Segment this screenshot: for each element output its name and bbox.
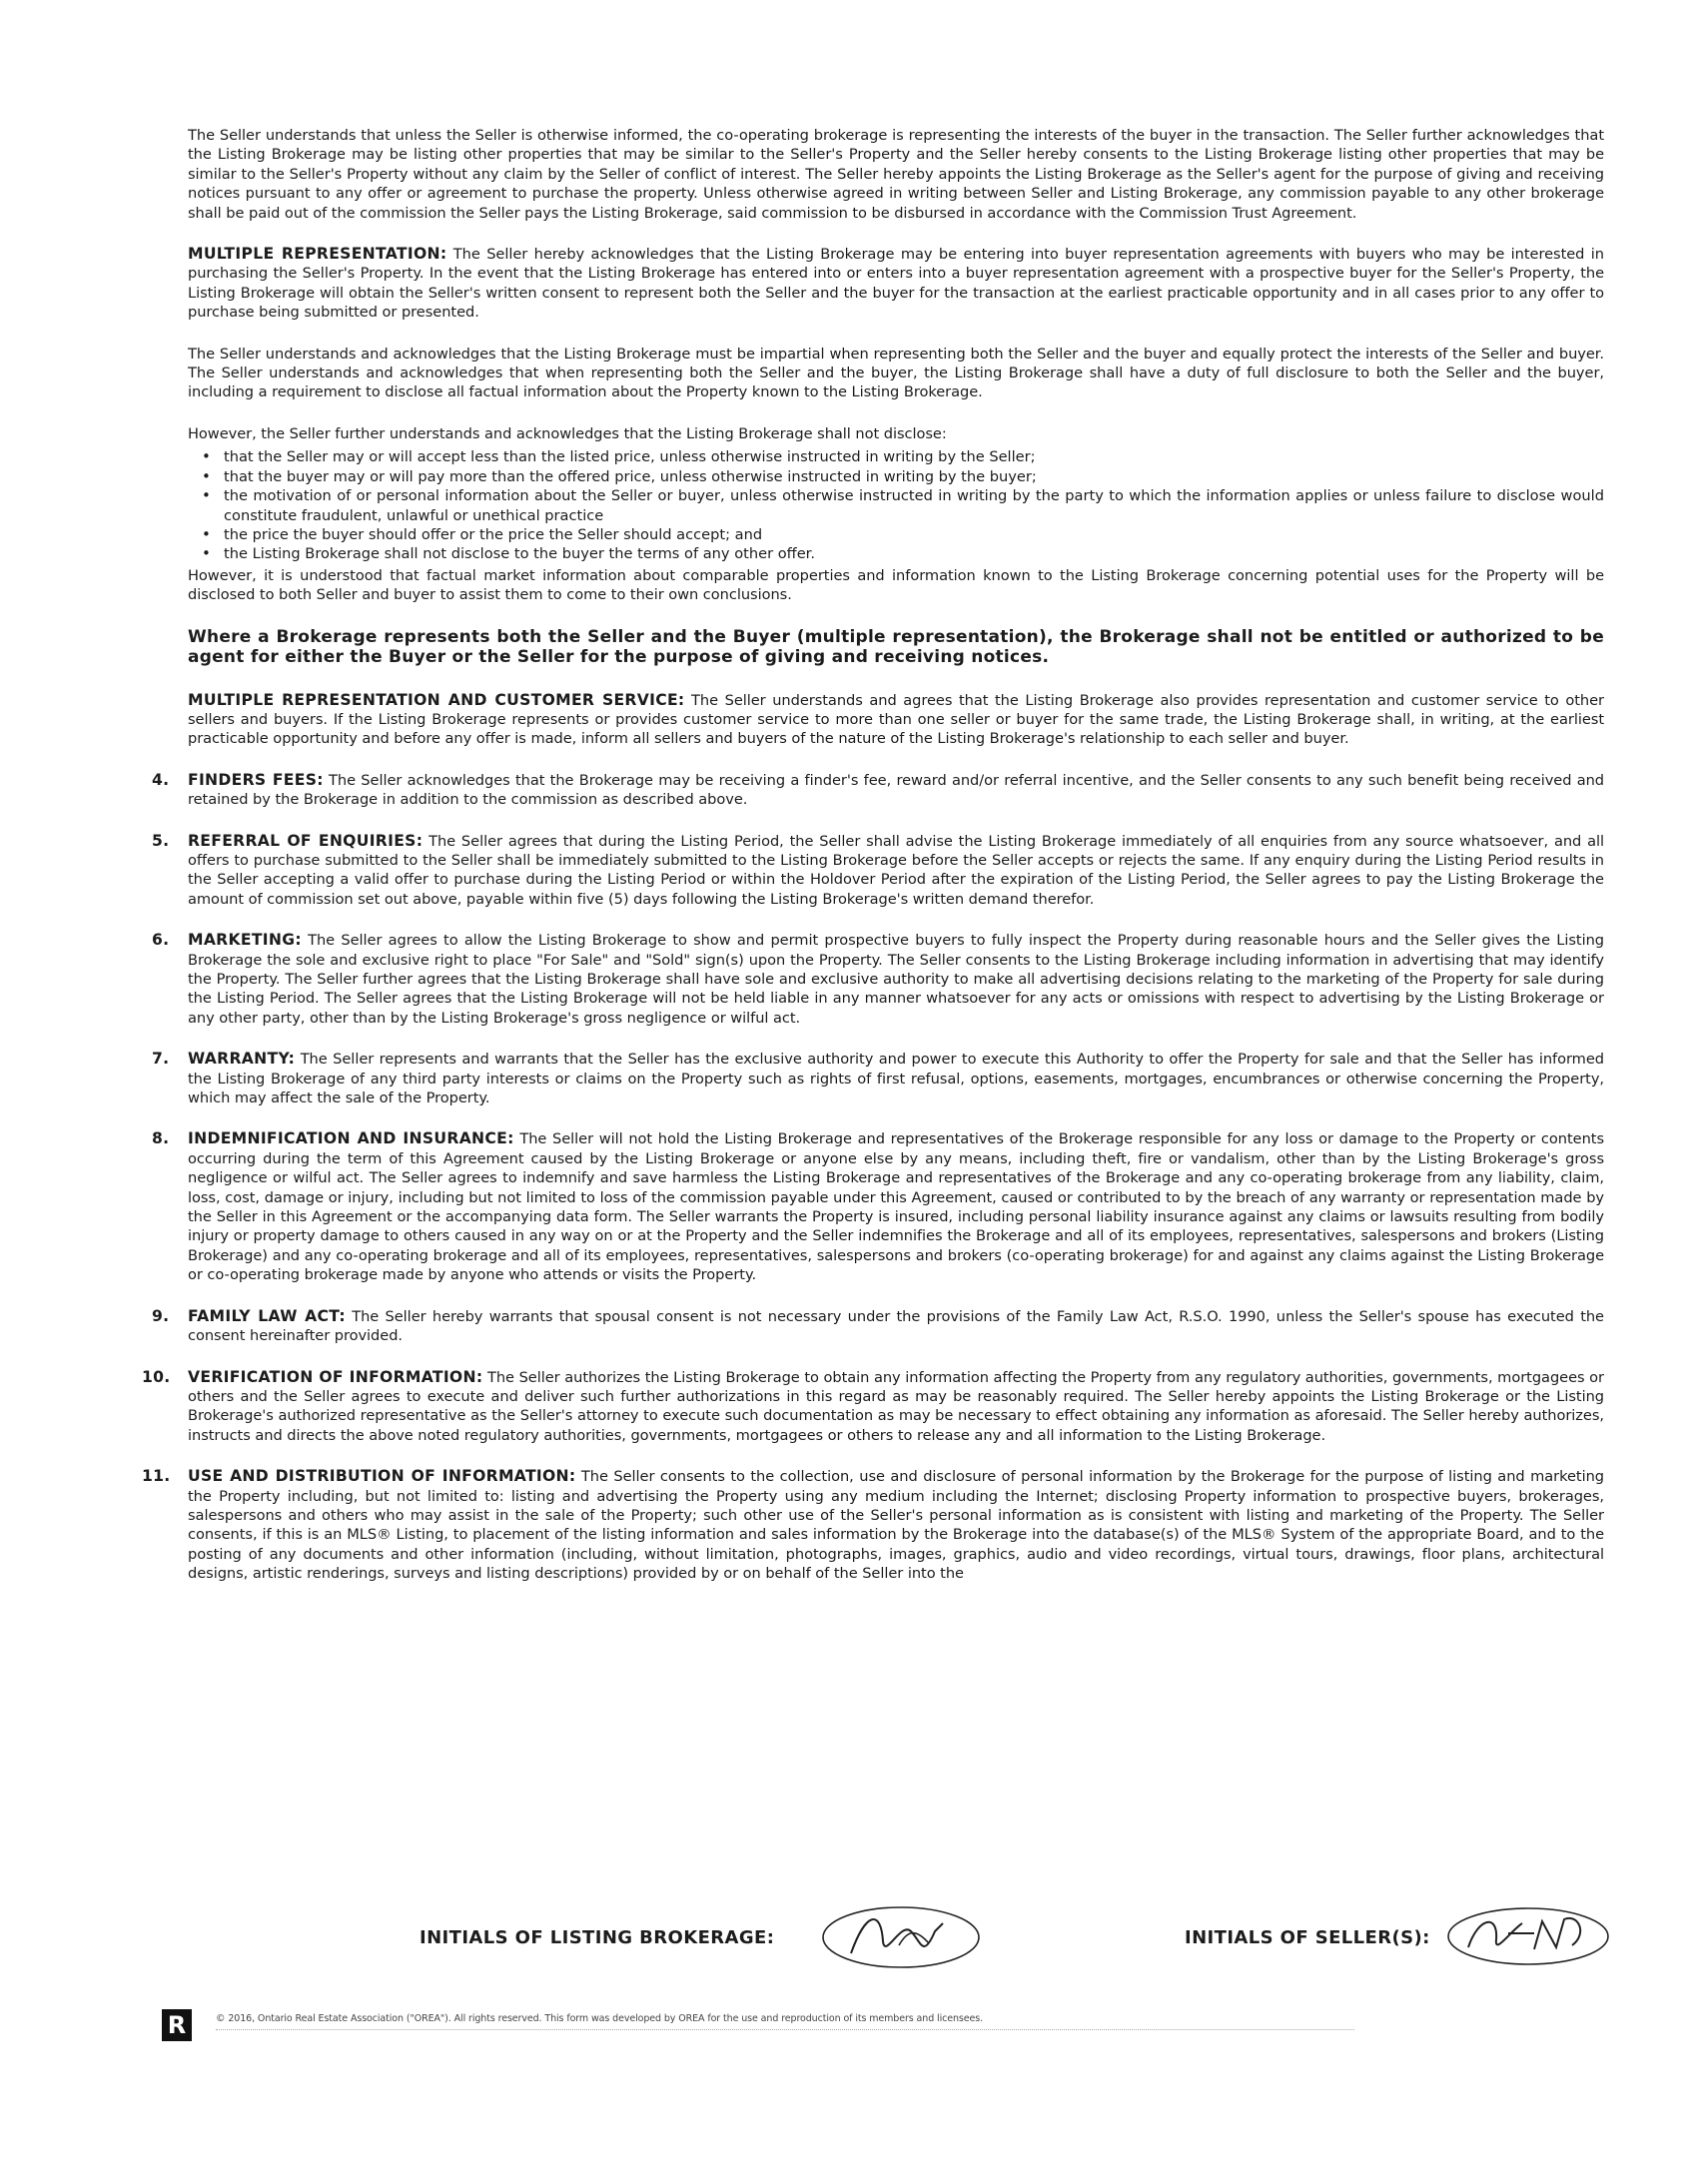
section-heading: INDEMNIFICATION AND INSURANCE: bbox=[188, 1129, 514, 1148]
section-number: 4. bbox=[152, 770, 170, 789]
section-paragraph bbox=[188, 1467, 1604, 1583]
section-number: 10. bbox=[142, 1367, 171, 1386]
section-paragraph bbox=[188, 931, 1604, 1028]
seller-initials-label: INITIALS OF SELLER(S): bbox=[1185, 1927, 1430, 1948]
section-finders-fees bbox=[152, 770, 1605, 810]
multiple-representation-text: The Seller hereby acknowledges that the Listing Brokerage may be entering into buyer representation agreements with buyers who may be interested in purchasing the Seller's Property. In the event that the Listing Brokerage has entered into or enters into a buyer representation agreement with a prospective buyer for the Seller's Property, the Listing Brokerage will obtain the Seller's written consent to represent both the Seller and the buyer for the transaction at the earliest practicable opportunity and in all cases prior to any offer to purchase being submitted or presented. bbox=[188, 246, 1604, 322]
section-number: 7. bbox=[152, 1050, 170, 1069]
section-paragraph bbox=[188, 771, 1604, 810]
impartial-paragraph: The Seller understands and acknowledges that the Listing Brokerage must be impartial when representing both the Seller and the buyer and equally protect the interests of the Seller and buyer. The Seller understands and acknowledges that when representing both the Seller and the buyer, the Listing Brokerage shall have a duty of full disclosure to both the Seller and the buyer, including a requirement to disclose all factual information about the Property known to the Listing Brokerage. bbox=[188, 345, 1604, 401]
section-number: 11. bbox=[142, 1467, 171, 1486]
customer-service-text: The Seller understands and agrees that the Listing Brokerage also provides representation and customer service to other sellers and buyers. If the Listing Brokerage represents or provides customer service to more than one seller or buyer for the same trade, the Listing Brokerage shall, in writing, at the earliest practicable opportunity and before any offer is made, inform all sellers and buyers of the nature of the Listing Brokerage's relationship to each seller and buyer. bbox=[188, 691, 1604, 748]
section-paragraph bbox=[188, 1129, 1604, 1284]
section-heading: FAMILY LAW ACT: bbox=[188, 1306, 346, 1325]
section-heading: FINDERS FEES: bbox=[188, 770, 324, 789]
however-factual-paragraph: However, it is understood that factual market information about comparable properties and information known to the Listing Brokerage concerning potential uses for the Property will be disclosed to both Seller and buyer to assist them to come to their own conclusions. bbox=[188, 566, 1604, 604]
section-heading: WARRANTY: bbox=[188, 1050, 296, 1069]
section-text: The Seller will not hold the Listing Brokerage and representatives of the Brokerage responsible for any loss or damage to the Property or contents occurring during the term of this Agreement caused by the Listing Brokerage or anyone else by any means, including theft, fire or vandalism, other than by the Listing Brokerage's gross negligence or wilful act. The Seller agrees to indemnify and save harmless the Listing Brokerage and representatives of the Brokerage and any co-operating brokerage from any liability, claim, loss, cost, damage or injury, including but not limited to loss of the commission payable under this Agreement, caused or contributed to by the breach of any warranty or representation made by the Seller in this Agreement or the accompanying data form. The Seller warrants the Property is insured, including personal liability insurance against any claims or lawsuits resulting from bodily injury or property damage to others caused in any way on or at the Property and the Seller indemnifies the Brokerage and all of its employees, representatives, salespersons and brokers (Listing Brokerage) and any co-operating brokerage and all of its employees, representatives, salespersons and brokers (co-operating brokerage) for and against any claims against the Listing Brokerage or co-operating brokerage made by anyone who attends or visits the Property. bbox=[188, 1130, 1604, 1284]
section-text: The Seller consents to the collection, use and disclosure of personal information by the Brokerage for the purpose of listing and marketing the Property including, but not limited to: listing and advertising the Property using any medium including the Internet; disclosing Property information to prospective buyers, brokerages, salespersons and others who may assist in the sale of the Property; such other use of the Seller's personal information as is consistent with listing and marketing of the Property. The Seller consents, if this is an MLS® Listing, to placement of the listing information and sales information by the Brokerage into the database(s) of the MLS® System of the appropriate Board, and to the posting of any documents and other information (including, without limitation, photographs, images, graphics, audio and video recordings, virtual tours, drawings, floor plans, architectural designs, artistic renderings, surveys and listing descriptions) provided by or on behalf of the Seller into the bbox=[188, 1468, 1604, 1583]
section-number: 8. bbox=[152, 1129, 170, 1148]
section-text: The Seller agrees that during the Listing Period, the Seller shall advise the Listing Brokerage immediately of all enquiries from any source whatsoever, and all offers to purchase submitted to the Seller shall be immediately submitted to the Listing Brokerage before the Seller accepts or rejects the same. If any enquiry during the Listing Period results in the Seller accepting a valid offer to purchase during the Listing Period or within the Holdover Period after the expiration of the Listing Period, the Seller agrees to pay the Listing Brokerage the amount of commission set out above, payable within five (5) days following the Listing Brokerage's written demand therefor. bbox=[188, 832, 1605, 908]
section-text: The Seller hereby warrants that spousal consent is not necessary under the provisions of the Family Law Act, R.S.O. 1990, unless the Seller's spouse has executed the consent hereinafter provided. bbox=[188, 1307, 1604, 1345]
initials-row bbox=[0, 1901, 1698, 1971]
section-number: 9. bbox=[152, 1306, 170, 1325]
section-text: The Seller acknowledges that the Brokerage may be receiving a finder's fee, reward and/or referral incentive, and the Seller consents to any such benefit being received and retained by the Brokerage in addition to the commission as described above. bbox=[188, 771, 1605, 809]
section-text: The Seller authorizes the Listing Brokerage to obtain any information affecting the Property from any regulatory authorities, governments, mortgagees or others and the Seller agrees to execute and deliver such further authorizations in this regard as may be reasonably required. The Seller hereby appoints the Listing Brokerage or the Listing Brokerage's authorized representative as the Seller's attorney to execute such documentation as may be necessary to effect obtaining any information as aforesaid. The Seller hereby authorizes, instructs and directs the above noted regulatory authorities, governments, mortgagees or others to release any and all information to the Listing Brokerage. bbox=[188, 1368, 1604, 1444]
disclosure-bullet: • that the Seller may or will accept less than the listed price, unless otherwise instructed in writing by the Seller; bbox=[224, 447, 1604, 466]
section-paragraph bbox=[188, 1050, 1604, 1107]
section-number: 5. bbox=[152, 831, 170, 850]
multiple-representation-callout: Where a Brokerage represents both the Seller and the Buyer (multiple representation), the Brokerage shall not be entitled or authorized to be agent for either the Buyer or the Seller for the purpose of giving and receiving notices. bbox=[188, 626, 1604, 667]
document-body bbox=[142, 126, 1605, 1606]
section-paragraph bbox=[188, 832, 1604, 910]
section-paragraph bbox=[188, 1307, 1604, 1346]
disclosure-list bbox=[188, 447, 1604, 563]
multiple-representation-heading: MULTIPLE REPRESENTATION: bbox=[188, 245, 447, 264]
section-heading: USE AND DISTRIBUTION OF INFORMATION: bbox=[188, 1467, 576, 1486]
section-referral-of-enquiries bbox=[152, 831, 1605, 910]
brokerage-initials-label: INITIALS OF LISTING BROKERAGE: bbox=[420, 1927, 775, 1948]
section-use-and-distribution bbox=[142, 1467, 1604, 1583]
seller-initials-signature[interactable] bbox=[1438, 1903, 1618, 1969]
section-warranty bbox=[152, 1050, 1604, 1107]
section-heading: REFERRAL OF ENQUIRIES: bbox=[188, 831, 424, 850]
section-heading: VERIFICATION OF INFORMATION: bbox=[188, 1367, 483, 1386]
footer-divider bbox=[216, 2029, 1354, 2034]
customer-service-paragraph bbox=[188, 691, 1604, 749]
multiple-representation-paragraph bbox=[188, 245, 1604, 323]
disclosure-bullet: • the motivation of or personal information about the Seller or buyer, unless otherwise instructed in writing by the party to which the information applies or unless failure to disclose would constitute fraudulent, unlawful or unethical practice bbox=[224, 486, 1604, 525]
section-marketing bbox=[152, 931, 1604, 1028]
page-footer bbox=[162, 2009, 1610, 2049]
disclosure-bullet: • that the buyer may or will pay more than the offered price, unless otherwise instructed in writing by the buyer; bbox=[224, 467, 1604, 486]
section-indemnification bbox=[152, 1129, 1604, 1284]
section-verification bbox=[142, 1367, 1604, 1446]
however-intro: However, the Seller further understands and acknowledges that the Listing Brokerage shall not disclose: bbox=[188, 424, 947, 442]
realtor-logo-icon: R bbox=[162, 2009, 192, 2041]
section-family-law-act bbox=[152, 1306, 1604, 1346]
section-heading: MARKETING: bbox=[188, 931, 302, 950]
intro-paragraph: The Seller understands that unless the Seller is otherwise informed, the co-operating brokerage is representing the interests of the buyer in the transaction. The Seller further acknowledges that the Listing Brokerage may be listing other properties that may be similar to the Seller's Property and the Seller hereby consents to the Listing Brokerage listing other properties that may be similar to the Seller's Property without any claim by the Seller of conflict of interest. The Seller hereby appoints the Listing Brokerage as the Seller's agent for the purpose of giving and receiving notices pursuant to any offer or agreement to purchase the property. Unless otherwise agreed in writing between Seller and Listing Brokerage, any commission payable to any other brokerage shall be paid out of the commission the Seller pays the Listing Brokerage, said commission to be disbursed in accordance with the Commission Trust Agreement. bbox=[188, 127, 1604, 222]
disclosure-bullet: • the price the buyer should offer or the price the Seller should accept; and bbox=[224, 525, 1604, 544]
section-paragraph bbox=[188, 1368, 1604, 1446]
section-text: The Seller agrees to allow the Listing Brokerage to show and permit prospective buyers to fully inspect the Property during reasonable hours and the Seller gives the Listing Brokerage the sole and exclusive right to place "For Sale" and "Sold" sign(s) upon the Property. The Seller consents to the Listing Brokerage including information in advertising that may identify the Property. The Seller further agrees that the Listing Brokerage shall have sole and exclusive authority to make all advertising decisions relating to the marketing of the Property for sale during the Listing Period. The Seller agrees that the Listing Brokerage will not be held liable in any manner whatsoever for any acts or omissions with respect to advertising by the Listing Brokerage or any other party, other than by the Listing Brokerage's gross negligence or wilful act. bbox=[188, 932, 1604, 1027]
customer-service-heading: MULTIPLE REPRESENTATION AND CUSTOMER SERVICE: bbox=[188, 690, 685, 709]
section-number: 6. bbox=[152, 931, 170, 950]
disclosure-bullet: • the Listing Brokerage shall not disclose to the buyer the terms of any other offer. bbox=[224, 544, 1604, 563]
brokerage-initials-signature[interactable] bbox=[811, 1901, 991, 1971]
copyright-notice: © 2016, Ontario Real Estate Association ("OREA"). All rights reserved. This form was developed by OREA for the use and reproduction of its members and licensees. bbox=[216, 2013, 984, 2024]
section-text: The Seller represents and warrants that the Seller has the exclusive authority and power to execute this Authority to offer the Property for sale and that the Seller has informed the Listing Brokerage of any third party interests or claims on the Property such as rights of first refusal, options, easements, mortgages, encumbrances or otherwise concerning the Property, which may affect the sale of the Property. bbox=[188, 1051, 1604, 1107]
